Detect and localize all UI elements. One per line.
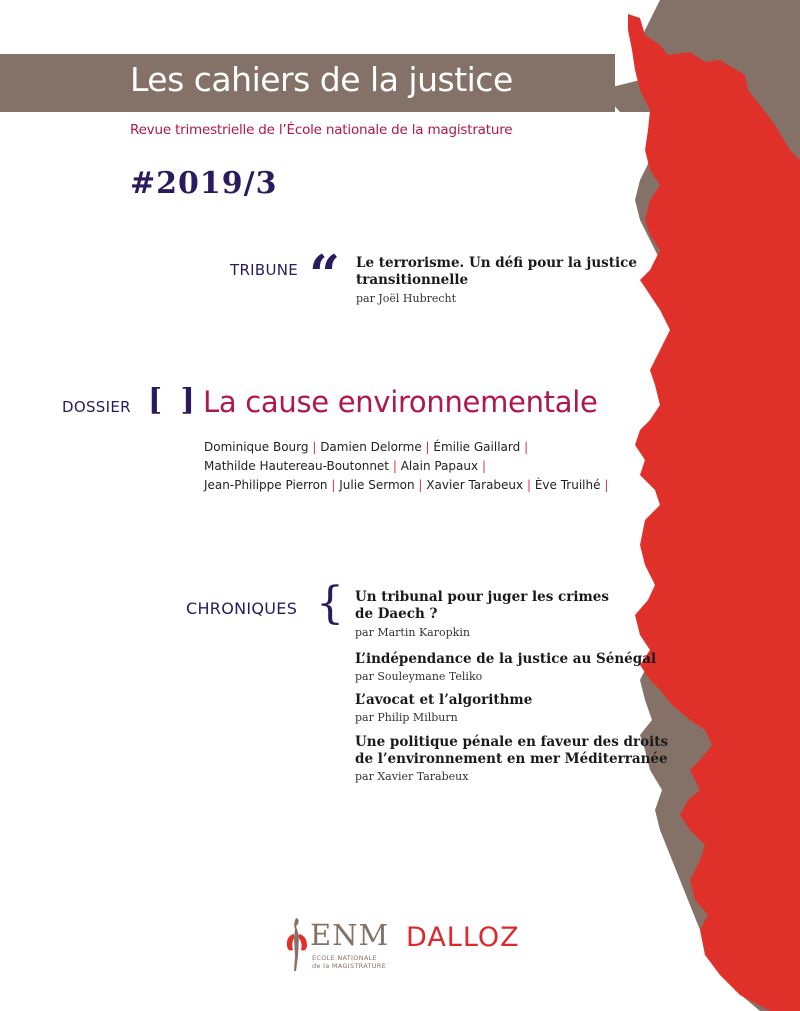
tribune-title-line: Le terrorisme. Un défi pour la justice (356, 255, 637, 271)
article-title-line: de Daech ? (355, 606, 438, 622)
article-title-line: de l’environnement en mer Méditerranée (355, 751, 668, 767)
author-name: Xavier Tarabeux (426, 478, 524, 492)
brackets-icon: [ ] (148, 383, 199, 418)
tribune-label: TRIBUNE (230, 261, 299, 279)
author-line (204, 457, 608, 476)
open-quote-icon: “ (309, 243, 341, 307)
author-name: Damien Delorme (320, 440, 422, 454)
chronique-author: par Souleymane Teliko (355, 670, 483, 683)
chronique-article-title[interactable] (355, 589, 609, 623)
author-name: Alain Papaux (400, 459, 479, 473)
enm-sub-line: de la MAGISTRATURE (312, 962, 386, 970)
article-title-line: Une politique pénale en faveur des droits (355, 734, 669, 750)
separator: | (481, 459, 486, 473)
curly-brace-icon: { (316, 578, 344, 629)
article-title-line: L’avocat et l’algorithme (355, 692, 533, 708)
separator: | (425, 440, 430, 454)
separator: | (392, 459, 397, 473)
author-name: Jean-Philippe Pierron (204, 478, 328, 492)
separator: | (312, 440, 317, 454)
tribune-author: par Joël Hubrecht (356, 292, 457, 305)
enm-figure-icon (284, 916, 310, 972)
chronique-article-title[interactable] (355, 651, 656, 668)
chronique-article-title[interactable] (355, 692, 532, 709)
separator: | (526, 478, 532, 492)
article-title-line: Un tribunal pour juger les crimes (355, 589, 609, 605)
enm-sub-line: ÉCOLE NATIONALE (312, 954, 377, 962)
enm-logo-subtitle (312, 954, 386, 970)
dalloz-logo: DALLOZ (406, 922, 520, 953)
tribune-article-title[interactable] (356, 255, 637, 289)
chronique-author: par Xavier Tarabeux (355, 770, 469, 783)
separator: | (418, 478, 423, 492)
separator: | (331, 478, 336, 492)
author-name: Mathilde Hautereau-Boutonnet (204, 459, 390, 473)
author-name: Dominique Bourg (204, 440, 309, 454)
enm-logo-text: ENM (310, 918, 390, 952)
author-line (204, 476, 608, 495)
author-name: Julie Sermon (339, 478, 415, 492)
separator: | (524, 440, 529, 454)
chronique-author: par Martin Karopkin (355, 626, 470, 639)
chronique-article-title[interactable] (355, 734, 668, 768)
dossier-label: DOSSIER (62, 398, 131, 416)
chroniques-label: CHRONIQUES (186, 599, 298, 618)
author-name: Émilie Gaillard (433, 440, 521, 454)
journal-subtitle: Revue trimestrielle de l’École nationale de la magistrature (130, 122, 513, 138)
dossier-title[interactable]: La cause environnementale (203, 385, 598, 419)
chronique-author: par Philip Milburn (355, 711, 458, 724)
dossier-authors (204, 438, 608, 495)
author-line (204, 438, 608, 457)
separator: | (604, 478, 609, 492)
article-title-line: L’indépendance de la justice au Sénégal (355, 651, 657, 667)
publisher-logos (284, 912, 520, 972)
author-name: Ève Truilhé (534, 478, 601, 492)
issue-number: #2019/3 (130, 166, 278, 201)
tribune-title-line: transitionnelle (356, 272, 469, 288)
journal-title: Les cahiers de la justice (130, 60, 513, 99)
